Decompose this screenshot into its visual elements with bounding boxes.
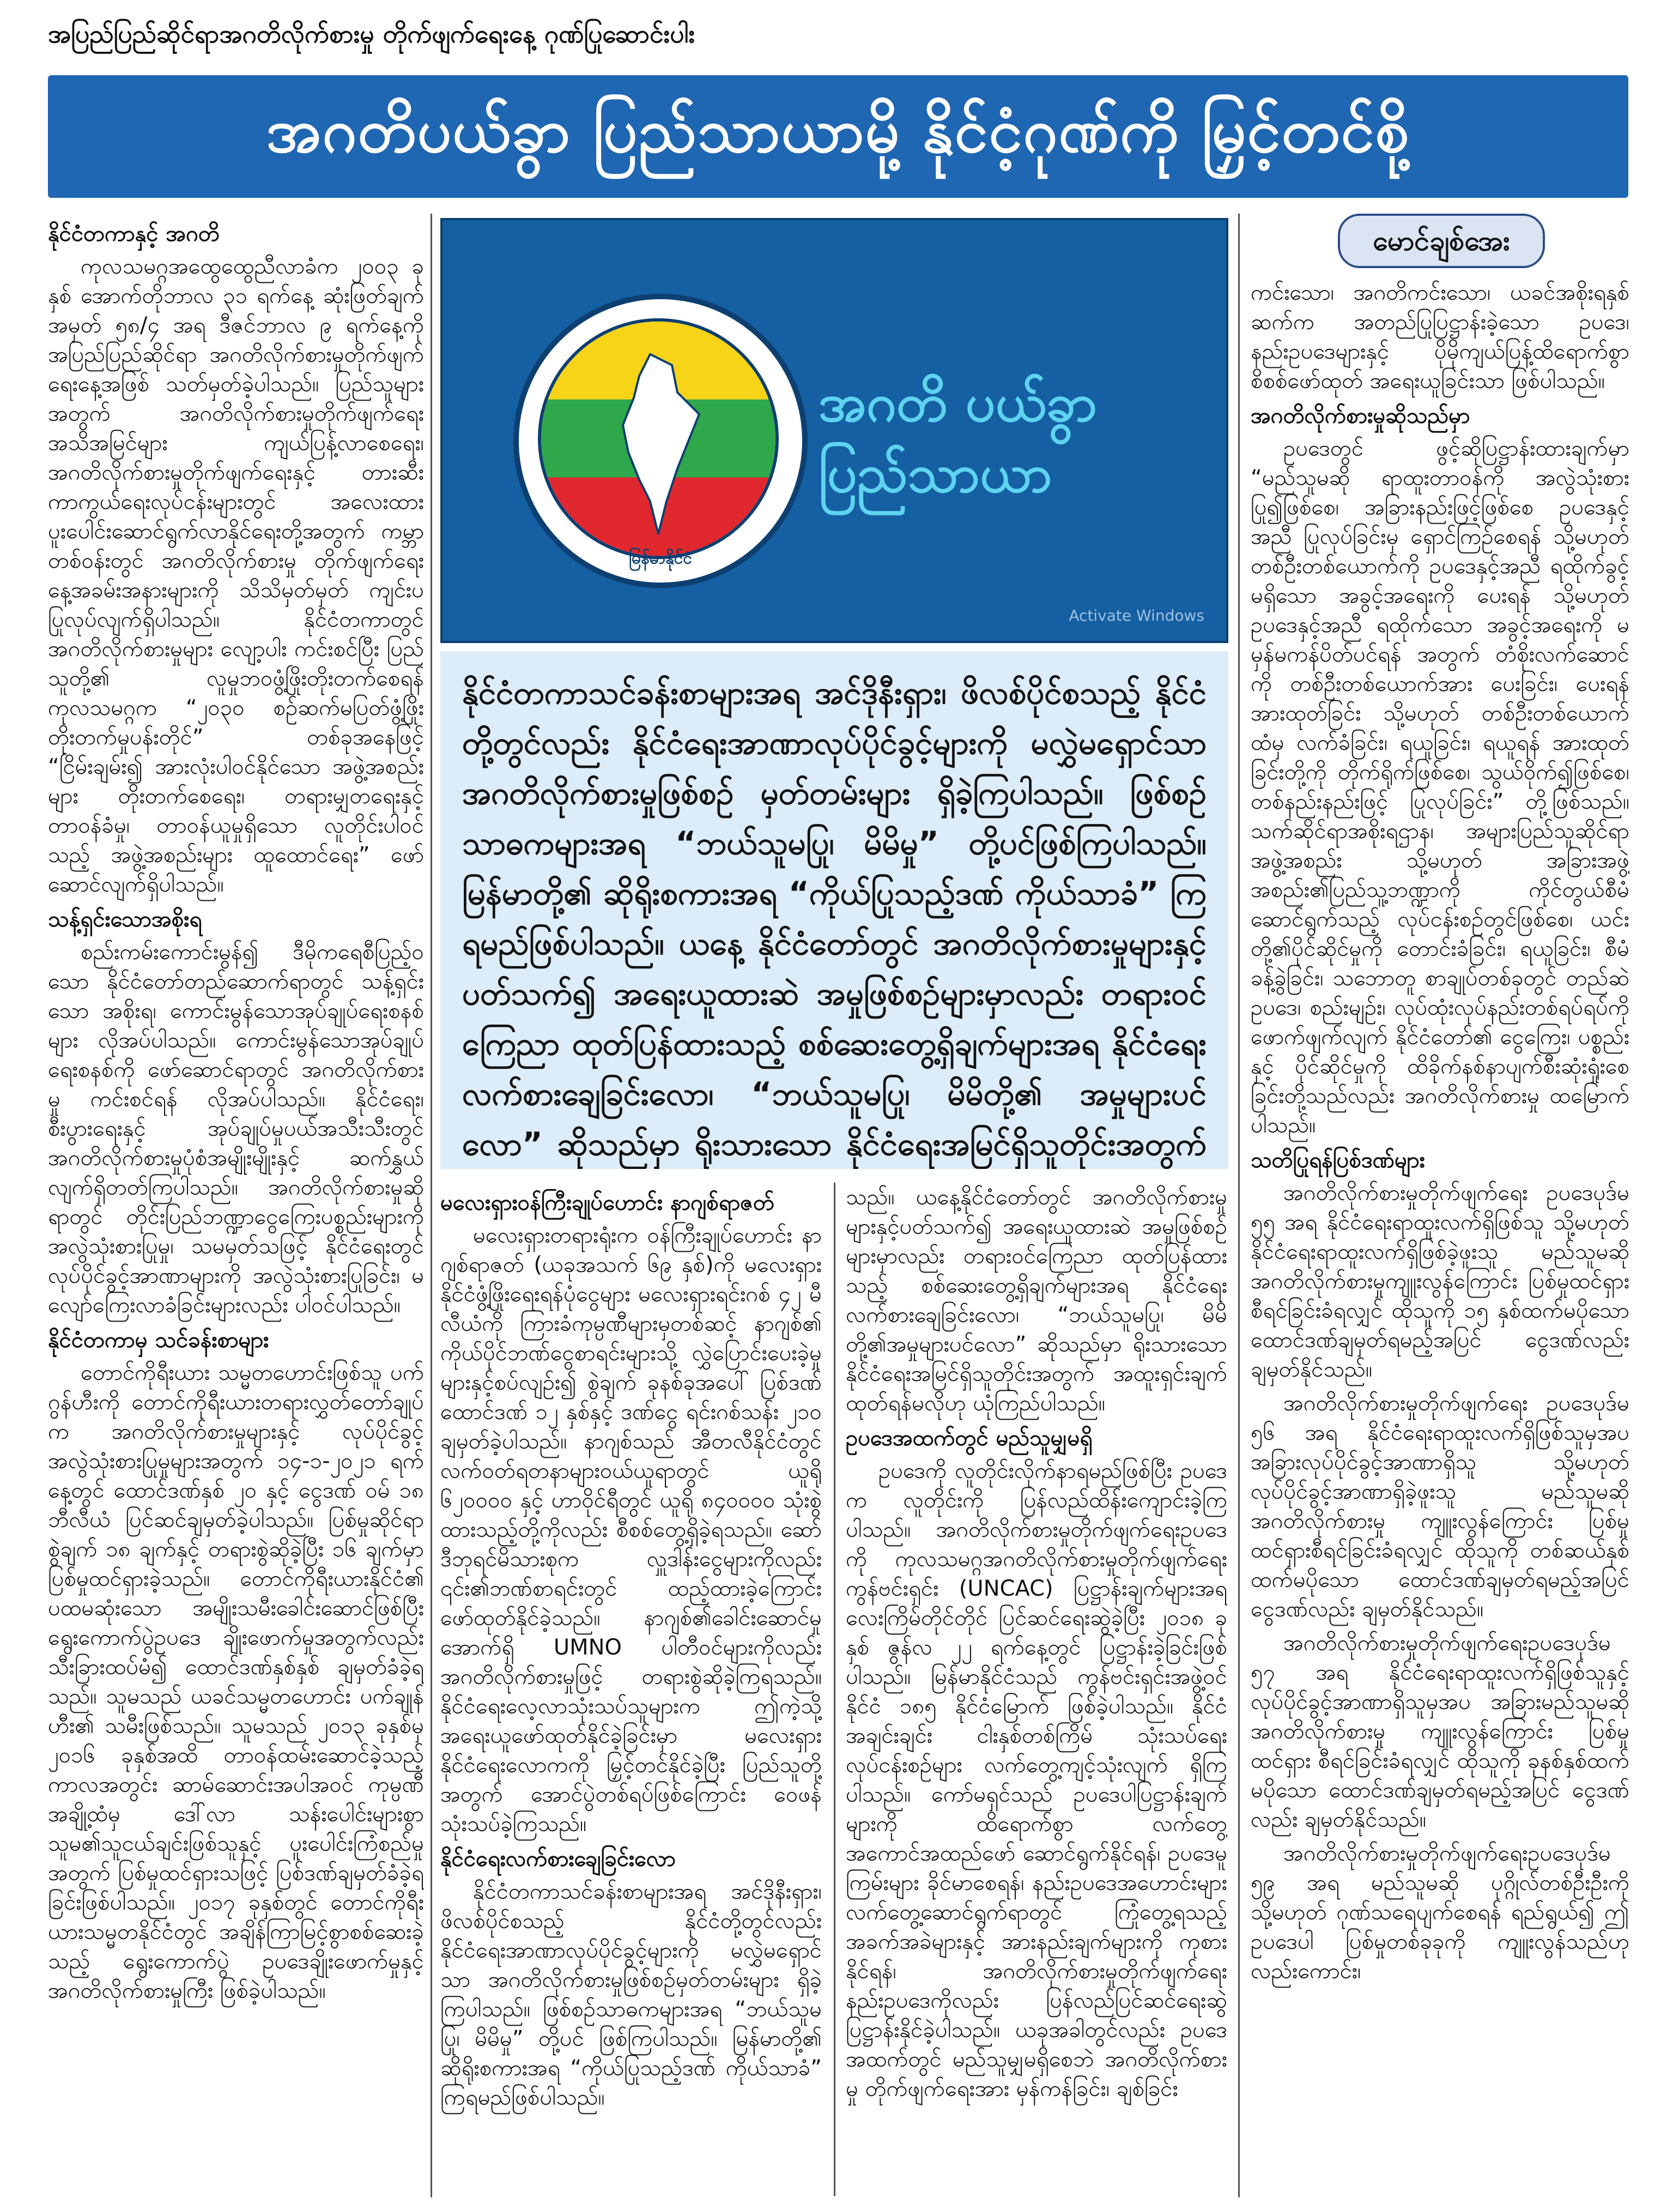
column-4 bbox=[1251, 278, 1629, 2196]
headline: အဂတိပယ်ခွာ ပြည်သာယာမို့ နိုင်ငံ့ဂုဏ်ကို မြှင့်တင်စို့ bbox=[266, 95, 1410, 166]
subheading: မလေးရှားဝန်ကြီးချုပ်ဟောင်း နာဂျစ်ရာဇတ် bbox=[440, 1190, 774, 1215]
author-name: မောင်ချစ်အေး bbox=[1373, 225, 1510, 257]
hero-title bbox=[819, 367, 1200, 509]
paragraph: အဂတိလိုက်စားမှုတိုက်ဖျက်ရေးဥပဒေပုဒ်မ ၅၇ အရ နိုင်ငံရေးရာထူးလက်ရှိဖြစ်သူနှင့် လုပ်ပိုင်ခွင့်အာဏာရှိသူမှအပ အခြားမည်သူမဆို အဂတိလိုက်စားမှု ကျူးလွန်ကြောင်း ပြစ်မှုထင်ရှား စီရင်ခြင်းခံရလျှင် ထိုသူကို ခုနစ်နှစ်ထက်မပိုသော ထောင်ဒဏ်ချမှတ်ရမည့်အပြင် ငွေဒဏ်လည်း ချမှတ်နိုင်သည်။ bbox=[1251, 1631, 1629, 1832]
paragraph: နိုင်ငံတကာသင်ခန်းစာများအရ အင်ဒိုနီးရှား၊ ဖိလစ်ပိုင်စသည့် နိုင်ငံတို့တွင်လည်း နိုင်ငံရေးအာဏာလုပ်ပိုင်ခွင့်များကို မလွှဲမရှောင်သာ အဂတိလိုက်စားမှုဖြစ်စဉ်မှတ်တမ်းများ ရှိခဲ့ကြပါသည်။ ဖြစ်စဉ်သာဓကများအရ “ဘယ်သူမပြု၊ မိမိမှု” တို့ပင် ဖြစ်ကြပါသည်။ မြန်မာတို့၏ ဆိုရိုးစကားအရ “ကိုယ်ပြုသည့်ဒဏ် ကိုယ်သာခံ” ကြရမည်ဖြစ်ပါသည်။ bbox=[440, 1879, 822, 2110]
column-divider bbox=[1238, 214, 1240, 2197]
column-divider bbox=[834, 1183, 835, 2196]
column-3 bbox=[846, 1183, 1227, 2196]
column-1 bbox=[48, 214, 424, 2197]
subheading: ဥပဒေအထက်တွင် မည်သူမျှမရှိ bbox=[846, 1426, 1093, 1451]
headline-banner bbox=[48, 75, 1628, 198]
subheading: အဂတိလိုက်စားမှုဆိုသည်မှာ bbox=[1251, 403, 1470, 428]
paragraph: စည်းကမ်းကောင်းမွန်၍ ဒီမိုကရေစီပြည့်ဝသော နိုင်ငံတော်တည်ဆောက်ရာတွင် သန့်ရှင်းသော အစိုးရ၊ ကောင်းမွန်သောအုပ်ချုပ်ရေးစနစ်များ လိုအပ်ပါသည်။ ကောင်းမွန်သောအုပ်ချုပ်ရေးစနစ်ကို ဖော်ဆောင်ရာတွင် အဂတိလိုက်စားမှု ကင်းစင်ရန် လိုအပ်ပါသည်။ နိုင်ငံရေး၊ စီးပွားရေးနှင့် အုပ်ချုပ်မှုပယ်အသီးသီးတွင် အဂတိလိုက်စားမှုပုံစံအမျိုးမျိုးနှင့် ဆက်နွှယ်လျက်ရှိတတ်ကြပါသည်။ အဂတိလိုက်စားမှုဆိုရာတွင် တိုင်းပြည်ဘဏ္ဍာငွေကြေးပစ္စည်းများကို အလွဲသုံးစားပြုမှု၊ သမမှတ်သဖြင့် နိုင်ငံရေးတွင် လုပ်ပိုင်ခွင့်အာဏာများကို အလွဲသုံးစားပြုခြင်း၊ မလျော်ကြေးလာခံခြင်းများလည်း ပါဝင်ပါသည်။ bbox=[48, 940, 424, 1318]
paragraph: ဥပဒေကို လူတိုင်းလိုက်နာရမည်ဖြစ်ပြီး ဥပဒေက လူတိုင်းကို ပြန်လည်ထိန်းကျောင်းခဲ့ကြပါသည်။ အဂတိလိုက်စားမှုတိုက်ဖျက်ရေးဥပဒေကို ကုလသမဂ္ဂအဂတိလိုက်စားမှုတိုက်ဖျက်ရေးကွန်ဗင်းရှင်း (UNCAC) ပြဋ္ဌာန်းချက်များအရ လေးကြိမ်တိုင်တိုင် ပြင်ဆင်ရေးဆွဲခဲ့ပြီး ၂၀၁၈ ခုနှစ် ဇွန်လ ၂၂ ရက်နေ့တွင် ပြဋ္ဌာန်းခဲ့ခြင်းဖြစ်ပါသည်။ မြန်မာနိုင်ငံသည် ကွန်ဗင်းရှင်းအဖွဲ့ဝင် နိုင်ငံ ၁၈၅ နိုင်ငံမြောက် ဖြစ်ခဲ့ပါသည်။ နိုင်ငံအချင်းချင်း ငါးနှစ်တစ်ကြိမ် သုံးသပ်ရေးလုပ်ငန်းစဉ်များ လက်တွေ့ကျင့်သုံးလျက် ရှိကြပါသည်။ ကော်မရှင်သည် ဥပဒေပါပြဋ္ဌာန်းချက်များကို ထိရောက်စွာ လက်တွေ့အကောင်အထည်ဖော် ဆောင်ရွက်နိုင်ရန်၊ ဥပဒေမူကြမ်းများ ခိုင်မာစေရန်၊ နည်းဥပဒေအဟောင်းများ လက်တွေ့ဆောင်ရွက်ရာတွင် ကြုံတွေ့ရသည့် အခက်အခဲများနှင့် အားနည်းချက်များကို ကုစားနိုင်ရန်၊ အဂတိလိုက်စားမှုတိုက်ဖျက်ရေးနည်းဥပဒေကိုလည်း ပြန်လည်ပြင်ဆင်ရေးဆွဲ ပြဋ္ဌာန်းနိုင်ခဲ့ပါသည်။ ယခုအခါတွင်လည်း ဥပဒေအထက်တွင် မည်သူမျှမရှိစေဘဲ အဂတိလိုက်စားမှု တိုက်ဖျက်ရေးအား မှန်ကန်ခြင်း၊ ချစ်ခြင်း bbox=[846, 1458, 1227, 2101]
paragraph: သည်။ ယနေ့နိုင်ငံတော်တွင် အဂတိလိုက်စားမှုများနှင့်ပတ်သက်၍ အရေးယူထားဆဲ အမှုဖြစ်စဉ်များမှာလည်း တရားဝင်ကြေညာ ထုတ်ပြန်ထားသည့် စစ်ဆေးတွေ့ရှိချက်များအရ နိုင်ငံရေးလက်စားချေခြင်းလော၊ “ဘယ်သူမပြု၊ မိမိတို့၏အမှုများပင်လော” ဆိုသည်မှာ ရိုးသားသော နိုင်ငံရေးအမြင်ရှိသူတိုင်းအတွက် အထူးရှင်းချက်ထုတ်ရန်မလိုဟု ယုံကြည်ပါသည်။ bbox=[846, 1185, 1227, 1416]
author-byline bbox=[1338, 214, 1545, 268]
subheading: နိုင်ငံတကာမှ သင်ခန်းစာများ bbox=[48, 1328, 269, 1353]
hero-title-line-2: ပြည်သာယာ bbox=[819, 443, 1052, 504]
pull-quote bbox=[440, 651, 1228, 1169]
anti-corruption-seal bbox=[513, 294, 808, 588]
paragraph: အဂတိလိုက်စားမှုတိုက်ဖျက်ရေး ဥပဒေပုဒ်မ ၅၆ အရ နိုင်ငံရေးရာထူးလက်ရှိဖြစ်သူမှအပ အခြားလုပ်ပိုင်ခွင့်အာဏာရှိသူ သို့မဟုတ် လုပ်ပိုင်ခွင့်အာဏာရှိခဲ့ဖူးသူ မည်သူမဆို အဂတိလိုက်စားမှု ကျူးလွန်ကြောင်း ပြစ်မှုထင်ရှားစီရင်ခြင်းခံရလျှင် ထိုသူကို တစ်ဆယ်နှစ်ထက်မပိုသော ထောင်ဒဏ်ချမှတ်ရမည့်အပြင် ငွေဒဏ်လည်း ချမှတ်နိုင်သည်။ bbox=[1251, 1391, 1629, 1622]
hero-title-line-1: အဂတိ ပယ်ခွာ bbox=[819, 372, 1098, 433]
hero-image bbox=[440, 218, 1228, 643]
subheading: နိုင်ငံရေးလက်စားချေခြင်းလော bbox=[440, 1846, 676, 1871]
seal-caption: မြန်မာနိုင်ငံ bbox=[629, 549, 692, 568]
column-2 bbox=[440, 1183, 822, 2196]
column-divider bbox=[431, 214, 432, 2197]
paragraph: မလေးရှားတရားရုံးက ဝန်ကြီးချုပ်ဟောင်း နာဂျစ်ရာဇတ် (ယခုအသက် ၆၉ နှစ်)ကို မလေးရှားနိုင်ငံဖွံ့ဖြိုးရေးရန်ပုံငွေများ မလေးရှားရင်းဂစ် ၄၂ မီလီယံကို ကြားခံကုမ္ပဏီများမှတစ်ဆင့် နာဂျစ်၏ ကိုယ်ပိုင်ဘဏ်ငွေစာရင်းများသို့ လွှဲပြောင်းပေးခဲ့မှုများနှင့်စပ်လျဉ်း၍ စွဲချက် ခုနစ်ခုအပေါ် ပြစ်ဒဏ် ထောင်ဒဏ် ၁၂ နှစ်နှင့် ဒဏ်ငွေ ရင်းဂစ်သန်း ၂၁၀ ချမှတ်ခဲ့ပါသည်။ နာဂျစ်သည် အီတလီနိုင်ငံတွင် လက်ဝတ်ရတနာများဝယ်ယူရာတွင် ယူရို ၆၂၀၀၀၀ နှင့် ဟာဝိုင်ရီတွင် ယူရို ၈၄၀၀၀၀ သုံးစွဲထားသည့်တို့ကိုလည်း စီစစ်တွေ့ရှိခဲ့ရသည်။ ဆော်ဒီဘုရင်မိသားစုက လှူဒါန်းငွေများကိုလည်း ၎င်း၏ဘဏ်စာရင်းတွင် ထည့်ထားခဲ့ကြောင်း ဖော်ထုတ်နိုင်ခဲ့သည်။ နာဂျစ်၏ခေါင်းဆောင်မှုအောက်ရှိ UMNO ပါတီဝင်များကိုလည်း အဂတိလိုက်စားမှုဖြင့် တရားစွဲဆိုခဲ့ကြရသည်။ နိုင်ငံရေးလေ့လာသုံးသပ်သူများက ဤကဲ့သို့အရေးယူဖော်ထုတ်နိုင်ခဲ့ခြင်းမှာ မလေးရှားနိုင်ငံရေးလောကကို မြှင့်တင်နိုင်ခဲ့ပြီး ပြည်သူတို့အတွက် အောင်ပွဲတစ်ရပ်ဖြစ်ကြောင်း ဝေဖန်သုံးသပ်ခဲ့ကြသည်။ bbox=[440, 1223, 822, 1837]
myanmar-map-icon bbox=[541, 322, 775, 556]
paragraph: အဂတိလိုက်စားမှုတိုက်ဖျက်ရေးဥပဒေပုဒ်မ ၅၉ အရ မည်သူမဆို ပုဂ္ဂိုလ်တစ်ဦးဦးကို သို့မဟုတ် ဂုဏ်သရေပျက်စေရန် ရည်ရွယ်၍ ဤဥပဒေပါ ပြစ်မှုတစ်ခုခုကို ကျူးလွန်သည်ဟုလည်းကောင်း၊ bbox=[1251, 1841, 1629, 1984]
watermark: Activate Windows bbox=[1069, 607, 1204, 625]
paragraph: ဥပဒေတွင် ဖွင့်ဆိုပြဋ္ဌာန်းထားချက်မှာ “မည်သူမဆို ရာထူးတာဝန်ကို အလွဲသုံးစားပြု၍ဖြစ်စေ၊ အခြားနည်းဖြင့်ဖြစ်စေ ဥပဒေနှင့်အညီ ပြုလုပ်ခြင်းမှ ရှောင်ကြဉ်စေရန် သို့မဟုတ် တစ်ဦးတစ်ယောက်ကို ဥပဒေနှင့်အညီ ရထိုက်ခွင့်မရှိသော အခွင့်အရေးကို ပေးရန် သို့မဟုတ် ဥပဒေနှင့်အညီ ရထိုက်သော အခွင့်အရေးကို မမှန်မကန်ပိတ်ပင်ရန် အတွက် တံစိုးလက်ဆောင်ကို တစ်ဦးတစ်ယောက်အား ပေးခြင်း၊ ပေးရန်အားထုတ်ခြင်း သို့မဟုတ် တစ်ဦးတစ်ယောက်ထံမှ လက်ခံခြင်း၊ ရယူခြင်း၊ ရယူရန် အားထုတ်ခြင်းတို့ကို တိုက်ရိုက်ဖြစ်စေ၊ သွယ်ဝိုက်၍ဖြစ်စေ၊ တစ်နည်းနည်းဖြင့် ပြုလုပ်ခြင်း” တို့ဖြစ်သည်။ သက်ဆိုင်ရာအစိုးရဌာန၊ အများပြည်သူဆိုင်ရာ အဖွဲ့အစည်း သို့မဟုတ် အခြားအဖွဲ့အစည်း၏ပြည်သူ့ဘဏ္ဍာကို ကိုင်တွယ်စီမံဆောင်ရွက်သည့် လုပ်ငန်းစဉ်တွင်ဖြစ်စေ၊ ယင်းတို့၏ပိုင်ဆိုင်မှုကို တောင်းခံခြင်း၊ ရယူခြင်း၊ စီမံခန့်ခွဲခြင်း၊ သဘောတူ စာချုပ်တစ်ခုတွင် တည်ဆဲဥပဒေ၊ စည်းမျဉ်း၊ လုပ်ထုံးလုပ်နည်းတစ်ရပ်ရပ်ကို ဖောက်ဖျက်လျက် နိုင်ငံတော်၏ ငွေကြေး၊ ပစ္စည်းနှင့် ပိုင်ဆိုင်မှုကို ထိခိုက်နစ်နာပျက်စီးဆုံးရှုံးစေခြင်းတို့သည်လည်း အဂတိလိုက်စားမှု ထမြောက်ပါသည်။ bbox=[1251, 436, 1629, 1138]
paragraph: တောင်ကိုရီးယား သမ္မတဟောင်းဖြစ်သူ ပက်ဂွန်ဟီးကို တောင်ကိုရီးယားတရားလွှတ်တော်ချုပ်က အဂတိလိုက်စားမှုများနှင့် လုပ်ပိုင်ခွင့်အလွဲသုံးစားပြုမှုများအတွက် ၁၄-၁-၂၀၂၁ ရက်နေ့တွင် ထောင်ဒဏ်နှစ် ၂၀ နှင့် ငွေဒဏ် ဝမ် ၁၈ ဘီလီယံ ပြင်ဆင်ချမှတ်ခဲ့ပါသည်။ ပြစ်မှုဆိုင်ရာ စွဲချက် ၁၈ ချက်နှင့် တရားစွဲဆိုခဲ့ပြီး ၁၆ ချက်မှာ ပြစ်မှုထင်ရှားခဲ့သည်။ တောင်ကိုရီးယားနိုင်ငံ၏ ပထမဆုံးသော အမျိုးသမီးခေါင်းဆောင်ဖြစ်ပြီး ရွေးကောက်ပွဲဥပဒေ ချိုးဖောက်မှုအတွက်လည်း သီးခြားထပ်မံ၍ ထောင်ဒဏ်နှစ်နှစ် ချမှတ်ခံခဲ့ရသည်။ သူမသည် ယခင်သမ္မတဟောင်း ပက်ချုန်ဟီး၏ သမီးဖြစ်သည်။ သူမသည် ၂၀၁၃ ခုနှစ်မှ ၂၀၁၆ ခုနှစ်အထိ တာဝန်ထမ်းဆောင်ခဲ့သည့်ကာလအတွင်း ဆာမ်ဆောင်းအပါအဝင် ကုမ္ပဏီအချို့ထံမှ ဒေါ်လာ သန်းပေါင်းများစွာ သူမ၏သူငယ်ချင်းဖြစ်သူနှင့် ပူးပေါင်းကြံစည်မှုအတွက် ပြစ်မှုထင်ရှားသဖြင့် ပြစ်ဒဏ်ချမှတ်ခံခဲ့ရခြင်းဖြစ်ပါသည်။ ၂၀၁၇ ခုနှစ်တွင် တောင်ကိုရီးယားသမ္မတနိုင်ငံတွင် အချိန်ကြာမြင့်စွာစစ်ဆေးခဲ့သည့် ရွေးကောက်ပွဲ ဥပဒေချိုးဖောက်မှုနှင့် အဂတိလိုက်စားမှုကြီး ဖြစ်ခဲ့ပါသည်။ bbox=[48, 1360, 424, 2003]
paragraph: ကုလသမဂ္ဂအထွေထွေညီလာခံက ၂၀၀၃ ခုနှစ် အောက်တိုဘာလ ၃၁ ရက်နေ့ ဆုံးဖြတ်ချက် အမှတ် ၅၈/၄ အရ ဒီဇင်ဘာလ ၉ ရက်နေ့ကို အပြည်ပြည်ဆိုင်ရာ အဂတိလိုက်စားမှုတိုက်ဖျက်ရေးနေ့အဖြစ် သတ်မှတ်ခဲ့ပါသည်။ ပြည်သူများအတွက် အဂတိလိုက်စားမှုတိုက်ဖျက်ရေး အသိအမြင်များ ကျယ်ပြန့်လာစေရေး၊ အဂတိလိုက်စားမှုတိုက်ဖျက်ရေးနှင့် တားဆီးကာကွယ်ရေးလုပ်ငန်းများတွင် အလေးထားပူးပေါင်းဆောင်ရွက်လာနိုင်ရေးတို့အတွက် ကမ္ဘာတစ်ဝန်းတွင် အဂတိလိုက်စားမှု တိုက်ဖျက်ရေးနေ့အခမ်းအနားများကို သိသိမှတ်မှတ် ကျင်းပပြုလုပ်လျက်ရှိပါသည်။ နိုင်ငံတကာတွင် အဂတိလိုက်စားမှုများ လျော့ပါး ကင်းစင်ပြီး ပြည်သူတို့၏ လူမှုဘဝဖွံ့ဖြိုးတိုးတက်စေရန် ကုလသမဂ္ဂက “၂၀၃၀ စဉ်ဆက်မပြတ်ဖွံ့ဖြိုးတိုးတက်မှုပန်းတိုင်” တစ်ခုအနေဖြင့် “ငြိမ်းချမ်း၍ အားလုံးပါဝင်နိုင်သော အဖွဲ့အစည်းများ တိုးတက်စေရေး၊ တရားမျှတရေးနှင့် တာဝန်ခံမှု၊ တာဝန်ယူမှုရှိသော လူတိုင်းပါဝင်သည့် အဖွဲ့အစည်းများ ထူထောင်ရေး” ဖော်ဆောင်လျက်ရှိပါသည်။ bbox=[48, 254, 424, 897]
subheading: နိုင်ငံတကာနှင့် အဂတိ bbox=[48, 221, 220, 246]
subheading: သတိပြုရန်ပြစ်ဒဏ်များ bbox=[1251, 1148, 1425, 1173]
section-kicker: အပြည်ပြည်ဆိုင်ရာအဂတိလိုက်စားမှု တိုက်ဖျက်ရေးနေ့ ဂုဏ်ပြုဆောင်းပါး bbox=[48, 19, 695, 49]
paragraph: ကင်းသော၊ အဂတိကင်းသော၊ ယခင်အစိုးရနှစ်ဆက်က အတည်ပြုပြဋ္ဌာန်းခဲ့သော ဥပဒေ၊ နည်းဥပဒေများနှင့် ပိုမိုကျယ်ပြန့်ထိရောက်စွာ စိစစ်ဖော်ထုတ် အရေးယူခြင်းသာ ဖြစ်ပါသည်။ bbox=[1251, 280, 1629, 393]
subheading: သန့်ရှင်းသောအစိုးရ bbox=[48, 907, 202, 932]
seal-flag-ring bbox=[538, 318, 779, 559]
paragraph: အဂတိလိုက်စားမှုတိုက်ဖျက်ရေး ဥပဒေပုဒ်မ ၅၅ အရ နိုင်ငံရေးရာထူးလက်ရှိဖြစ်သူ သို့မဟုတ် နိုင်ငံရေးရာထူးလက်ရှိဖြစ်ခဲ့ဖူးသူ မည်သူမဆို အဂတိလိုက်စားမှုကျူးလွန်ကြောင်း ပြစ်မှုထင်ရှား စီရင်ခြင်းခံရလျှင် ထိုသူကို ၁၅ နှစ်ထက်မပိုသော ထောင်ဒဏ်ချမှတ်ရမည့်အပြင် ငွေဒဏ်လည်း ချမှတ်နိုင်သည်။ bbox=[1251, 1180, 1629, 1382]
pull-quote-text: နိုင်ငံတကာသင်ခန်းစာများအရ အင်ဒိုနီးရှား၊ ဖိလစ်ပိုင်စသည့် နိုင်ငံတို့တွင်လည်း နိုင်ငံရေးအာဏာလုပ်ပိုင်ခွင့်များကို မလွှဲမရှောင်သာ အဂတိလိုက်စားမှုဖြစ်စဉ် မှတ်တမ်းများ ရှိခဲ့ကြပါသည်။ ဖြစ်စဉ်သာဓကများအရ “ဘယ်သူမပြု၊ မိမိမှု” တို့ပင်ဖြစ်ကြပါသည်။ မြန်မာတို့၏ ဆိုရိုးစကားအရ “ကိုယ်ပြုသည့်ဒဏ် ကိုယ်သာခံ” ကြရမည်ဖြစ်ပါသည်။ ယနေ့ နိုင်ငံတော်တွင် အဂတိလိုက်စားမှုများနှင့်ပတ်သက်၍ အရေးယူထားဆဲ အမှုဖြစ်စဉ်များမှာလည်း တရားဝင်ကြေညာ ထုတ်ပြန်ထားသည့် စစ်ဆေးတွေ့ရှိချက်များအရ နိုင်ငံရေးလက်စားချေခြင်းလော၊ “ဘယ်သူမပြု၊ မိမိတို့၏ အမှုများပင်လော” ဆိုသည်မှာ ရိုးသားသော နိုင်ငံရေးအမြင်ရှိသူတိုင်းအတွက် bbox=[462, 674, 1207, 1162]
